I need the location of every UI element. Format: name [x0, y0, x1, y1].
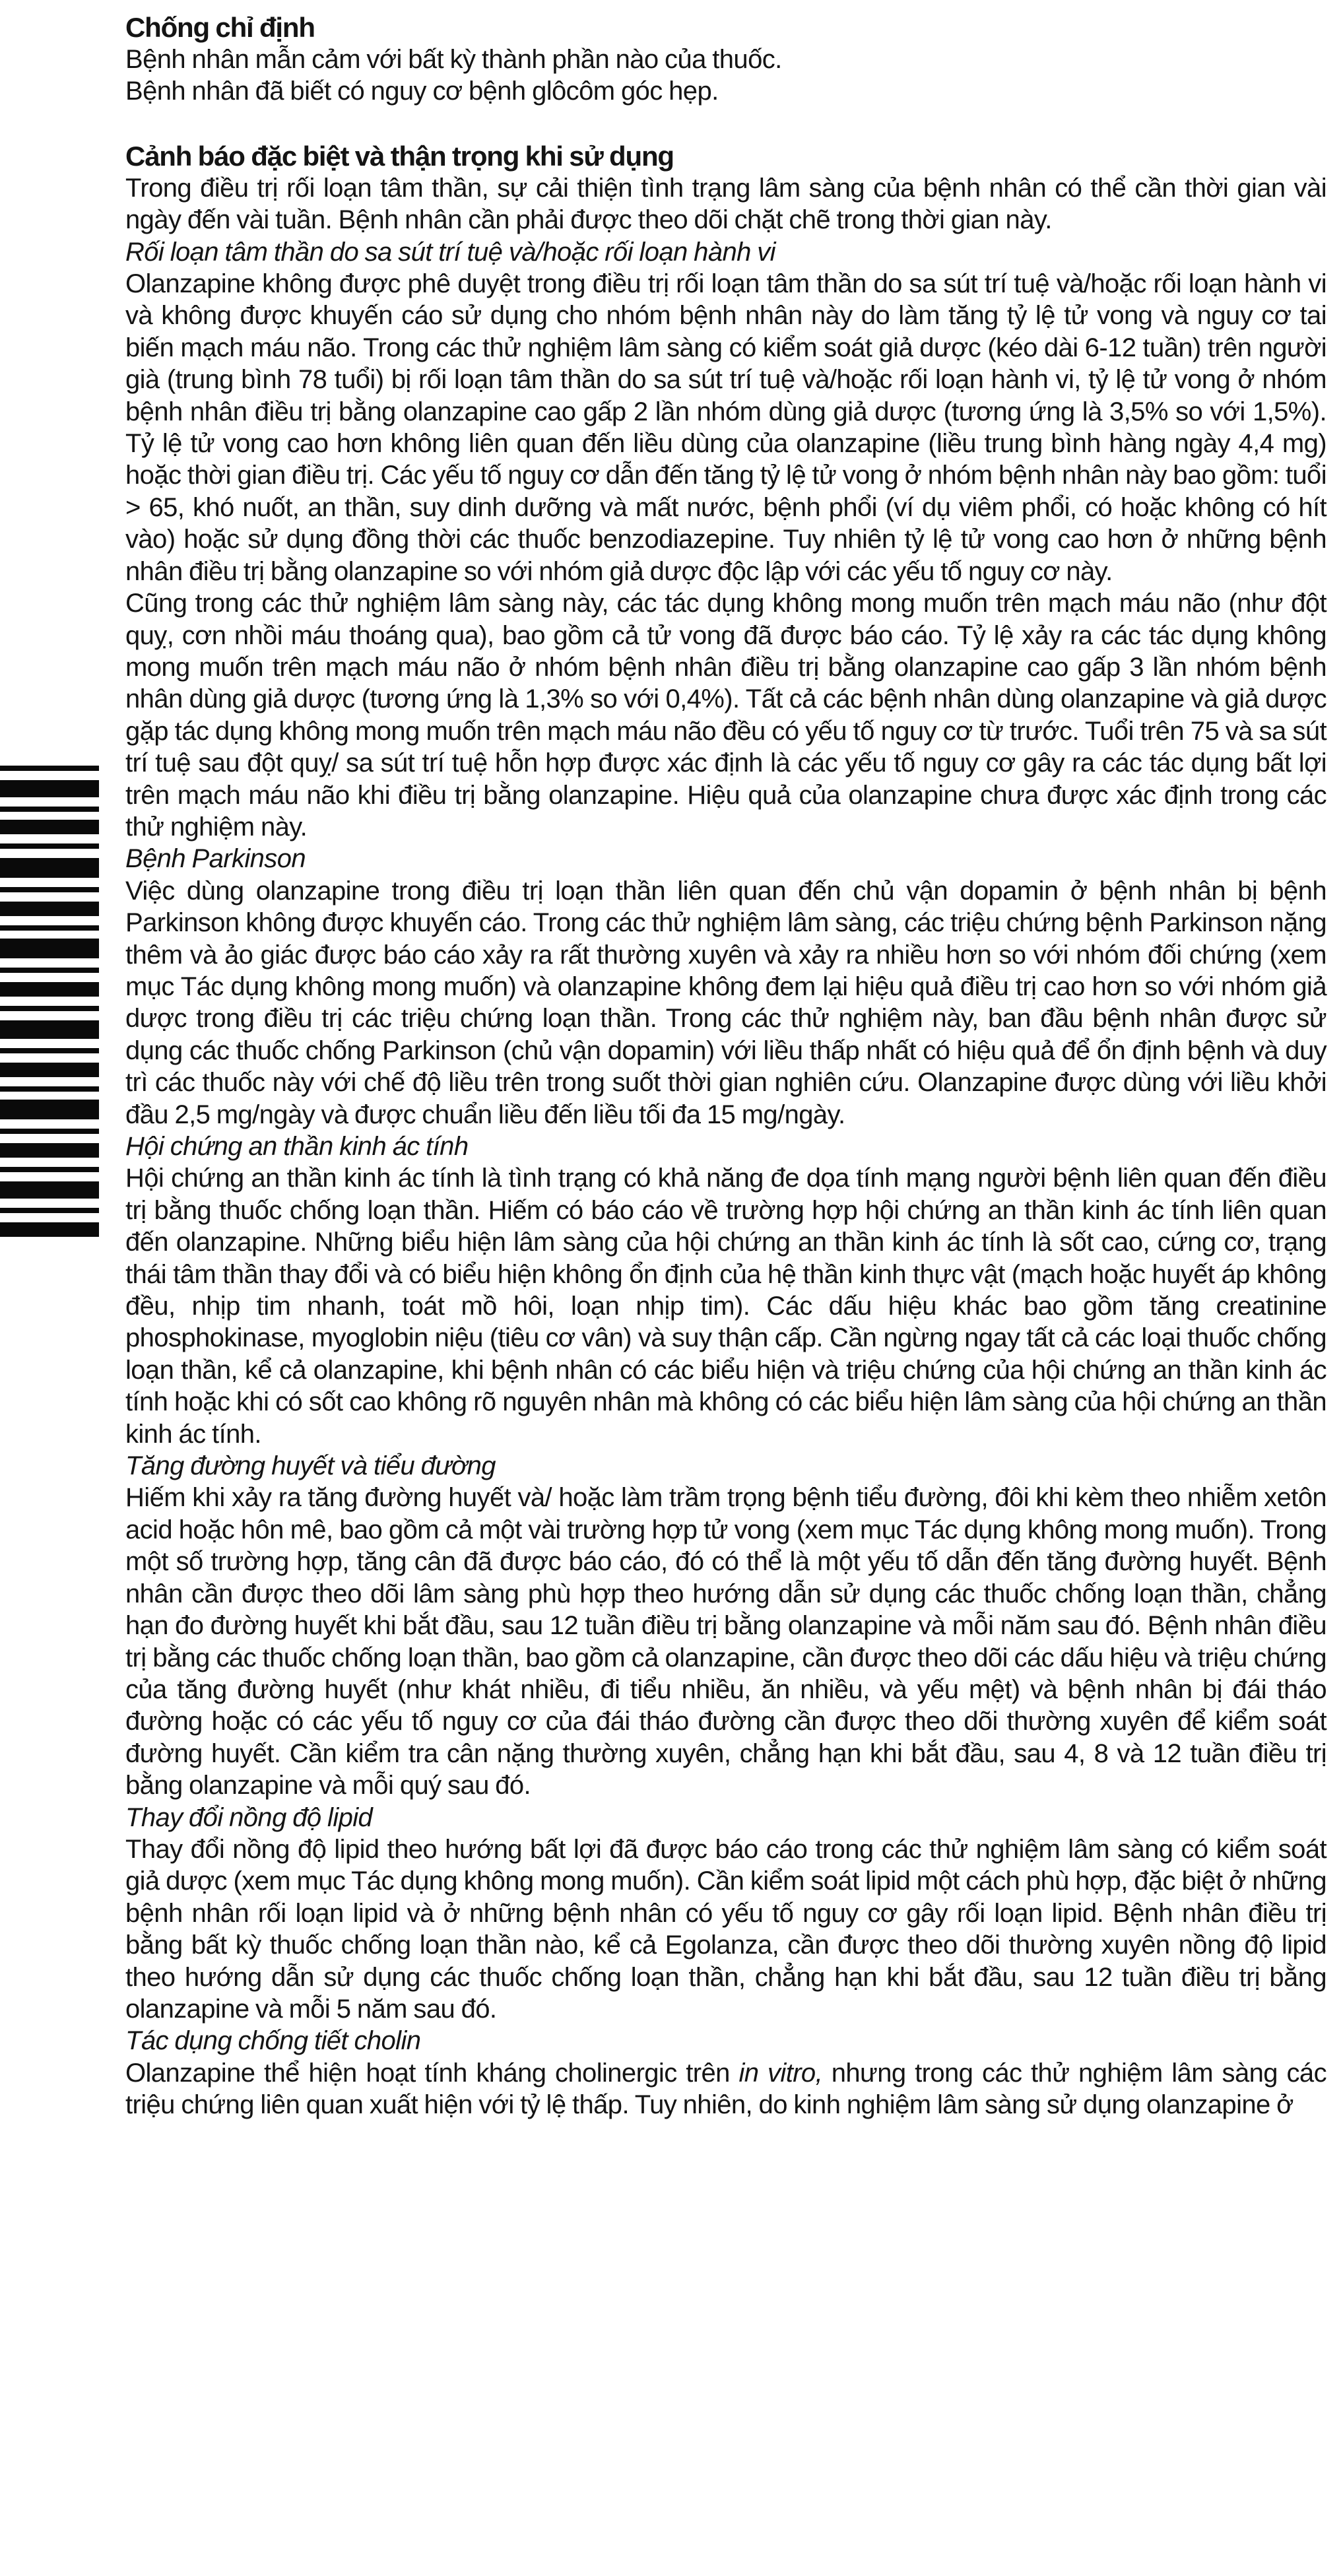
parkinson-subheading: Bệnh Parkinson [125, 844, 306, 874]
dementia-paragraph-1: Olanzapine không được phê duyệt trong điều trị rối loạn tâm thần do sa sút trí tuệ và/hoặc rối loạn hành vi và không được khuyến cáo sử dụng cho nhóm bệnh nhân này do làm tăng tỷ lệ tử vong và nguy cơ tai biến mạch máu não. Trong các thử nghiệm lâm sàng có kiểm soát giả dược (kéo dài 6-12 tuần) trên người già (trung bình 78 tuổi) bị rối loạn tâm thần do sa sút trí tuệ và/hoặc rối loạn hành vi, tỷ lệ tử vong ở nhóm bệnh nhân điều trị bằng olanzapine cao gấp 2 lần nhóm dùng giả dược (tương ứng là 3,5% so với 1,5%). Tỷ lệ tử vong cao hơn không liên quan đến liều dùng của olanzapine (liều trung bình hàng ngày 4,4 mg) hoặc thời gian điều trị. Các yếu tố nguy cơ dẫn đến tăng tỷ lệ tử vong ở nhóm bệnh nhân này bao gồm: tuổi > 65, khó nuốt, an thần, suy dinh dưỡng và mất nước, bệnh phổi (ví dụ viêm phổi, có hoặc không có hít vào) hoặc sử dụng đồng thời các thuốc benzodiazepine. Tuy nhiên tỷ lệ tử vong cao hơn ở những bệnh nhân điều trị bằng olanzapine so với nhóm giả dược độc lập với các yếu tố nguy cơ này. [125, 269, 1327, 586]
barcode-bar [0, 902, 99, 916]
barcode-bar [0, 1129, 99, 1134]
barcode-bar [0, 968, 99, 973]
hyperglycemia-subheading: Tăng đường huyết và tiểu đường [125, 1451, 496, 1481]
barcode-bar [0, 1167, 99, 1172]
barcode-bar [0, 1100, 99, 1119]
barcode-bar [0, 766, 99, 771]
anticholinergic-subheading: Tác dụng chống tiết cholin [125, 2026, 421, 2056]
document-page [125, 12, 1327, 2121]
nms-paragraph: Hội chứng an thần kinh ác tính là tình trạng có khả năng đe dọa tính mạng người bệnh liên quan đến điều trị bằng thuốc chống loạn thần. Hiếm có báo cáo về trường hợp hội chứng an thần kinh ác tính liên quan đến olanzapine. Những biểu hiện lâm sàng của hội chứng an thần kinh ác tính là sốt cao, cứng cơ, trạng thái tâm thần thay đổi và có biểu hiện không ổn định của hệ thần kinh thực vật (mạch hoặc huyết áp không đều, nhịp tim nhanh, toát mồ hôi, loạn nhịp tim). Các dấu hiệu khác bao gồm tăng creatinine phosphokinase, myoglobin niệu (tiêu cơ vân) và suy thận cấp. Cần ngừng ngay tất cả các loại thuốc chống loạn thần, kể cả olanzapine, khi bệnh nhân có các biểu hiện và triệu chứng của hội chứng an thần kinh ác tính hoặc khi có sốt cao không rõ nguyên nhân mà không có các biểu hiện lâm sàng của hội chứng an thần kinh ác tính. [125, 1164, 1327, 1449]
barcode-bar [0, 1222, 99, 1237]
anticholinergic-paragraph [125, 2057, 1327, 2121]
lipid-subheading: Thay đổi nồng độ lipid [125, 1802, 373, 1832]
barcode-bar [0, 925, 99, 931]
barcode-bar [0, 820, 99, 834]
warnings-heading: Cảnh báo đặc biệt và thận trọng khi sử dụng [125, 140, 674, 172]
barcode-strip [0, 766, 99, 1241]
barcode-bar [0, 1063, 99, 1077]
dementia-subheading: Rối loạn tâm thần do sa sút trí tuệ và/hoặc rối loạn hành vi [125, 237, 775, 267]
contraindication-line-2: Bệnh nhân đã biết có nguy cơ bệnh glôcôm góc hẹp. [125, 77, 719, 106]
anticholinergic-text-b: nhưng trong các thử nghiệm lâm sàng các triệu chứng liên quan xuất hiện với tỷ lệ thấp. Tuy nhiên, do kinh nghiệm lâm sàng sử dụng olanzapine ở [125, 2058, 1327, 2120]
barcode-bar [0, 1086, 99, 1092]
barcode-bar [0, 780, 99, 797]
barcode-bar [0, 1181, 99, 1199]
barcode-bar [0, 1020, 99, 1039]
lipid-paragraph: Thay đổi nồng độ lipid theo hướng bất lợi đã được báo cáo trong các thử nghiệm lâm sàng có kiểm soát giả dược (xem mục Tác dụng không mong muốn). Cần kiểm soát lipid một cách phù hợp, đặc biệt ở những bệnh nhân rối loạn lipid và ở những bệnh nhân có yếu tố nguy cơ gây rối loạn lipid. Bệnh nhân điều trị bằng bất kỳ thuốc chống loạn thần nào, kể cả Egolanza, cần được theo dõi thường xuyên nồng độ lipid theo hướng dẫn sử dụng các thuốc chống loạn thần, chẳng hạn khi bắt đầu, sau 12 tuần điều trị bằng olanzapine và mỗi 5 năm sau đó. [125, 1834, 1327, 2024]
barcode-bar [0, 982, 99, 997]
barcode-bar [0, 858, 99, 878]
contraindications-heading: Chống chỉ định [125, 12, 315, 43]
contraindication-line-1: Bệnh nhân mẫn cảm với bất kỳ thành phần nào của thuốc. [125, 45, 782, 74]
barcode-bar [0, 939, 99, 958]
nms-subheading: Hội chứng an thần kinh ác tính [125, 1132, 469, 1161]
barcode-bar [0, 1143, 99, 1158]
dementia-paragraph-2: Cũng trong các thử nghiệm lâm sàng này, các tác dụng không mong muốn trên mạch máu não (như đột quỵ, cơn nhồi máu thoáng qua), bao gồm cả tử vong đã được báo cáo. Tỷ lệ xảy ra các tác dụng không mong muốn trên mạch máu não ở nhóm bệnh nhân điều trị bằng olanzapine cao gấp 3 lần nhóm bệnh nhân dùng giả dược (tương ứng là 1,3% so với 0,4%). Tất cả các bệnh nhân dùng olanzapine và giả dược gặp tác dụng không mong muốn trên mạch máu não đều có yếu tố nguy cơ từ trước. Tuổi trên 75 và sa sút trí tuệ sau đột quỵ/ sa sút trí tuệ hỗn hợp được xác định là các yếu tố nguy cơ gây ra các tác dụng bất lợi trên mạch máu não khi điều trị bằng olanzapine. Hiệu quả của olanzapine chưa được xác định trong các thử nghiệm này. [125, 589, 1327, 842]
anticholinergic-in-vitro: in vitro, [738, 2058, 823, 2088]
anticholinergic-text-a: Olanzapine thể hiện hoạt tính kháng cholinergic trên [125, 2058, 739, 2088]
barcode-bar [0, 843, 99, 849]
barcode-bar [0, 807, 99, 812]
barcode-bar [0, 1208, 99, 1213]
barcode-bar [0, 1006, 99, 1011]
parkinson-paragraph: Việc dùng olanzapine trong điều trị loạn thần liên quan đến chủ vận dopamin ở bệnh nhân bị bệnh Parkinson không được khuyến cáo. Trong các thử nghiệm lâm sàng, các triệu chứng bệnh Parkinson nặng thêm và ảo giác được báo cáo xảy ra rất thường xuyên và xảy ra nhiều hơn so với nhóm đối chứng (xem mục Tác dụng không mong muốn) và olanzapine không đem lại hiệu quả điều trị cao hơn so với nhóm giả dược trong điều trị các triệu chứng loạn thần. Trong các thử nghiệm này, ban đầu bệnh nhân được sử dụng các thuốc chống Parkinson (chủ vận dopamin) với liều thấp nhất có hiệu quả để ổn định bệnh và duy trì các thuốc này với chế độ liều trên trong suốt thời gian nghiên cứu. Olanzapine được dùng với liều khởi đầu 2,5 mg/ngày và được chuẩn liều đến liều tối đa 15 mg/ngày. [125, 876, 1327, 1129]
barcode-bar [0, 887, 99, 892]
barcode-bar [0, 1048, 99, 1053]
warnings-intro: Trong điều trị rối loạn tâm thần, sự cải thiện tình trạng lâm sàng của bệnh nhân có thể cần thời gian vài ngày đến vài tuần. Bệnh nhân cần phải được theo dõi chặt chẽ trong thời gian này. [125, 173, 1327, 235]
hyperglycemia-paragraph: Hiếm khi xảy ra tăng đường huyết và/ hoặc làm trầm trọng bệnh tiểu đường, đôi khi kèm theo nhiễm xetôn acid hoặc hôn mê, bao gồm cả một vài trường hợp tử vong (xem mục Tác dụng không mong muốn). Trong một số trường hợp, tăng cân đã được báo cáo, đó có thể là một yếu tố dẫn đến tăng đường huyết. Bệnh nhân cần được theo dõi lâm sàng phù hợp theo hướng dẫn sử dụng các thuốc chống loạn thần, chẳng hạn đo đường huyết khi bắt đầu, sau 12 tuần điều trị bằng olanzapine và mỗi năm sau đó. Bệnh nhân điều trị bằng các thuốc chống loạn thần, bao gồm cả olanzapine, cần được theo dõi các dấu hiệu và triệu chứng của tăng đường huyết (như khát nhiều, đi tiểu nhiều, ăn nhiều, và yếu mệt) và bệnh nhân bị đái tháo đường hoặc có các yếu tố nguy cơ của đái tháo đường cần được theo dõi thường xuyên để kiểm soát đường huyết. Cần kiểm tra cân nặng thường xuyên, chẳng hạn khi bắt đầu, sau 4, 8 và 12 tuần điều trị bằng olanzapine và mỗi quý sau đó. [125, 1483, 1327, 1800]
